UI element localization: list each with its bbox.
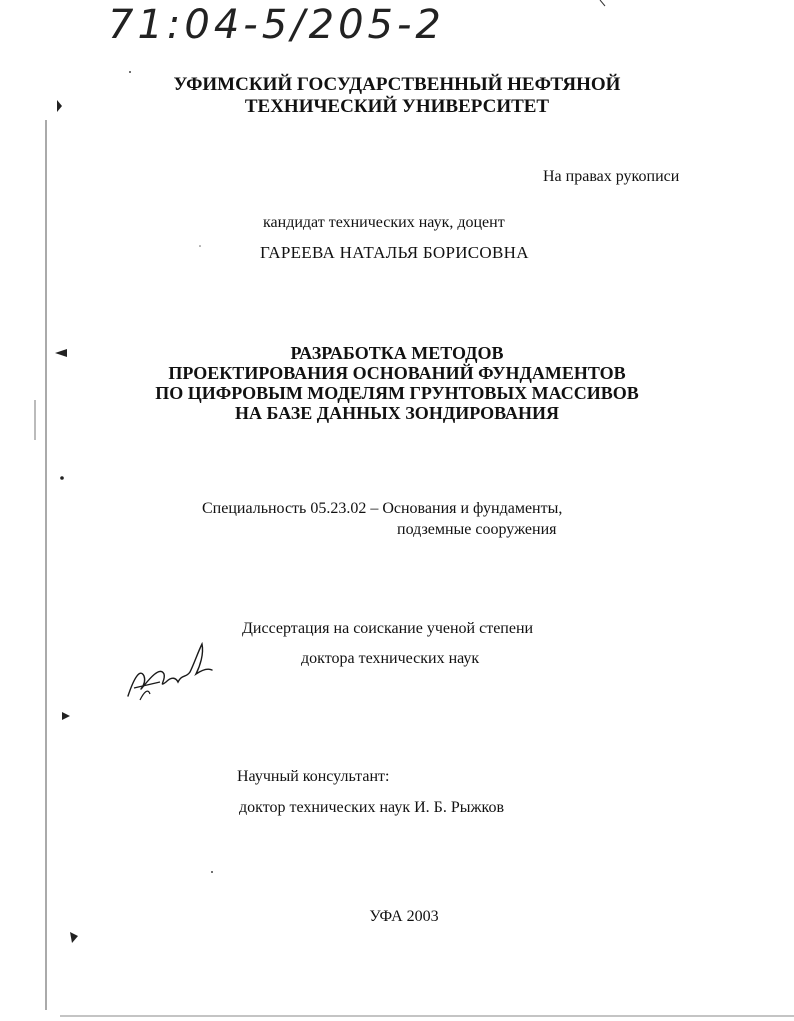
- dissertation-title-line3: ПО ЦИФРОВЫМ МОДЕЛЯМ ГРУНТОВЫХ МАССИВОВ: [155, 383, 639, 403]
- university-name-line1: УФИМСКИЙ ГОСУДАРСТВЕННЫЙ НЕФТЯНОЙ: [173, 74, 621, 95]
- author-degree: кандидат технических наук, доцент: [263, 214, 505, 231]
- specialty-line1: Специальность 05.23.02 – Основания и фундаменты,: [202, 500, 563, 517]
- archive-code-handwritten: 71:04-5/205-2: [108, 2, 445, 48]
- city-year: УФА 2003: [369, 908, 439, 925]
- consultant-name: доктор технических наук И. Б. Рыжков: [239, 799, 505, 816]
- margin-mark-3: [60, 476, 64, 480]
- corner-mark: [600, 0, 605, 6]
- specialty-line2: подземные сооружения: [397, 521, 557, 538]
- speck-2: [199, 245, 201, 247]
- dissertation-type-line2: доктора технических наук: [301, 650, 480, 667]
- rights-note: На правах рукописи: [543, 168, 680, 185]
- dissertation-title-line4: НА БАЗЕ ДАННЫХ ЗОНДИРОВАНИЯ: [235, 403, 559, 423]
- author-name: ГАРЕЕВА НАТАЛЬЯ БОРИСОВНА: [260, 243, 529, 262]
- consultant-label: Научный консультант:: [237, 768, 390, 785]
- margin-mark-5: [70, 932, 78, 943]
- dissertation-title-line1: РАЗРАБОТКА МЕТОДОВ: [290, 343, 504, 363]
- speck-1: [129, 71, 131, 73]
- dissertation-type-line1: Диссертация на соискание ученой степени: [242, 620, 534, 637]
- dissertation-title-line2: ПРОЕКТИРОВАНИЯ ОСНОВАНИЙ ФУНДАМЕНТОВ: [168, 363, 626, 383]
- handwritten-signature: [120, 638, 215, 708]
- university-name-line2: ТЕХНИЧЕСКИЙ УНИВЕРСИТЕТ: [244, 96, 550, 117]
- margin-mark-4: [62, 712, 70, 720]
- speck-3: [211, 871, 213, 873]
